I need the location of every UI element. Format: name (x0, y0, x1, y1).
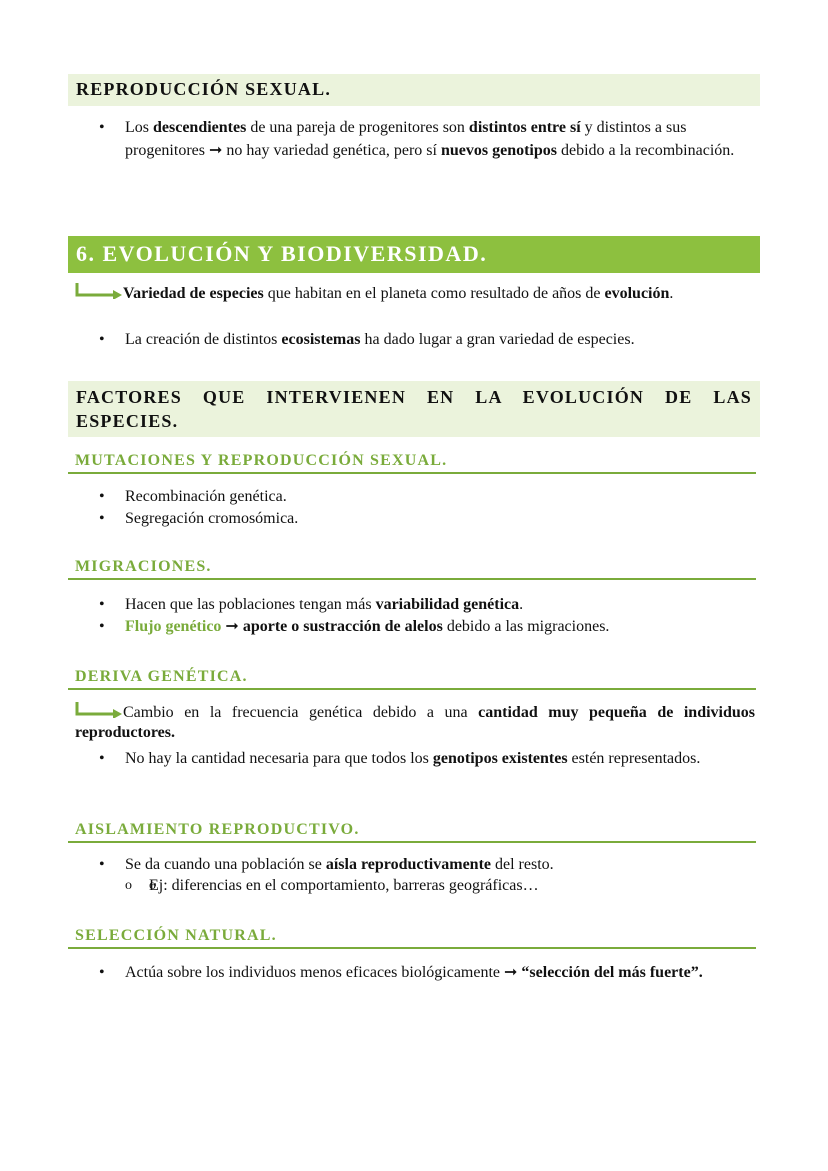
arrow-icon: ➞ (221, 618, 243, 635)
arrow-icon: ➞ (504, 964, 518, 981)
evolucion-definition: Variedad de especies que habitan en el planeta como resultado de años de evolución. (75, 283, 755, 304)
subsection-header-migraciones: MIGRACIONES. (68, 558, 756, 580)
elbow-arrow-icon (75, 283, 123, 299)
list-item: • Se da cuando una población se aísla reproductivamente del resto. o o Ej: diferencias en el comportamiento, barreras geográficas… (75, 854, 755, 896)
section-header-text: FACTORES QUE INTERVIENEN EN LA EVOLUCIÓN DE LAS ESPECIES. (76, 387, 752, 431)
subsection-header-deriva: DERIVA GENÉTICA. (68, 668, 756, 690)
mutaciones-list (75, 486, 755, 530)
deriva-definition: Cambio en la frecuencia genética debido a una cantidad muy pequeña de individuos reproductores. (75, 704, 755, 741)
chapter-title: 6. EVOLUCIÓN Y BIODIVERSIDAD. (76, 241, 488, 266)
aislamiento-sublist (125, 875, 755, 896)
arrow-icon: ➞ (208, 142, 223, 159)
section-header-factores (68, 381, 760, 437)
subsection-header-seleccion: SELECCIÓN NATURAL. (68, 927, 756, 949)
subsection-header-aislamiento: AISLAMIENTO REPRODUCTIVO. (68, 821, 756, 843)
section-header-text: REPRODUCCIÓN SEXUAL. (76, 79, 332, 99)
list-item: • La creación de distintos ecosistemas ha dado lugar a gran variedad de especies. (75, 329, 755, 351)
list-item: • Segregación cromosómica. (75, 508, 755, 530)
evolucion-list (75, 329, 755, 351)
deriva-list (75, 748, 755, 769)
elbow-arrow-icon (75, 702, 123, 718)
chapter-header-evolucion (68, 236, 760, 273)
migraciones-list (75, 594, 755, 638)
list-item: • Flujo genético ➞ aporte o sustracción de alelos debido a las migraciones. (75, 616, 755, 638)
sub-list-item: o o Ej: diferencias en el comportamiento, barreras geográficas… (125, 875, 755, 896)
reproduccion-list (75, 116, 755, 162)
list-item: • Los descendientes de una pareja de progenitores son distintos entre sí y distintos a sus progenitores ➞ no hay variedad genética, pero sí nuevos genotipos debido a la recombinación. (75, 116, 755, 162)
list-item: • Actúa sobre los individuos menos eficaces biológicamente ➞ “selección del más fuerte”. (75, 962, 755, 983)
seleccion-list (75, 962, 755, 983)
aislamiento-list (75, 854, 755, 896)
section-header-reproduccion (68, 74, 760, 106)
list-item: • Recombinación genética. (75, 486, 755, 508)
list-item: • No hay la cantidad necesaria para que todos los genotipos existentes estén representados. (75, 748, 755, 769)
list-item: • Hacen que las poblaciones tengan más variabilidad genética. (75, 594, 755, 616)
subsection-header-mutaciones: MUTACIONES Y REPRODUCCIÓN SEXUAL. (68, 452, 756, 474)
